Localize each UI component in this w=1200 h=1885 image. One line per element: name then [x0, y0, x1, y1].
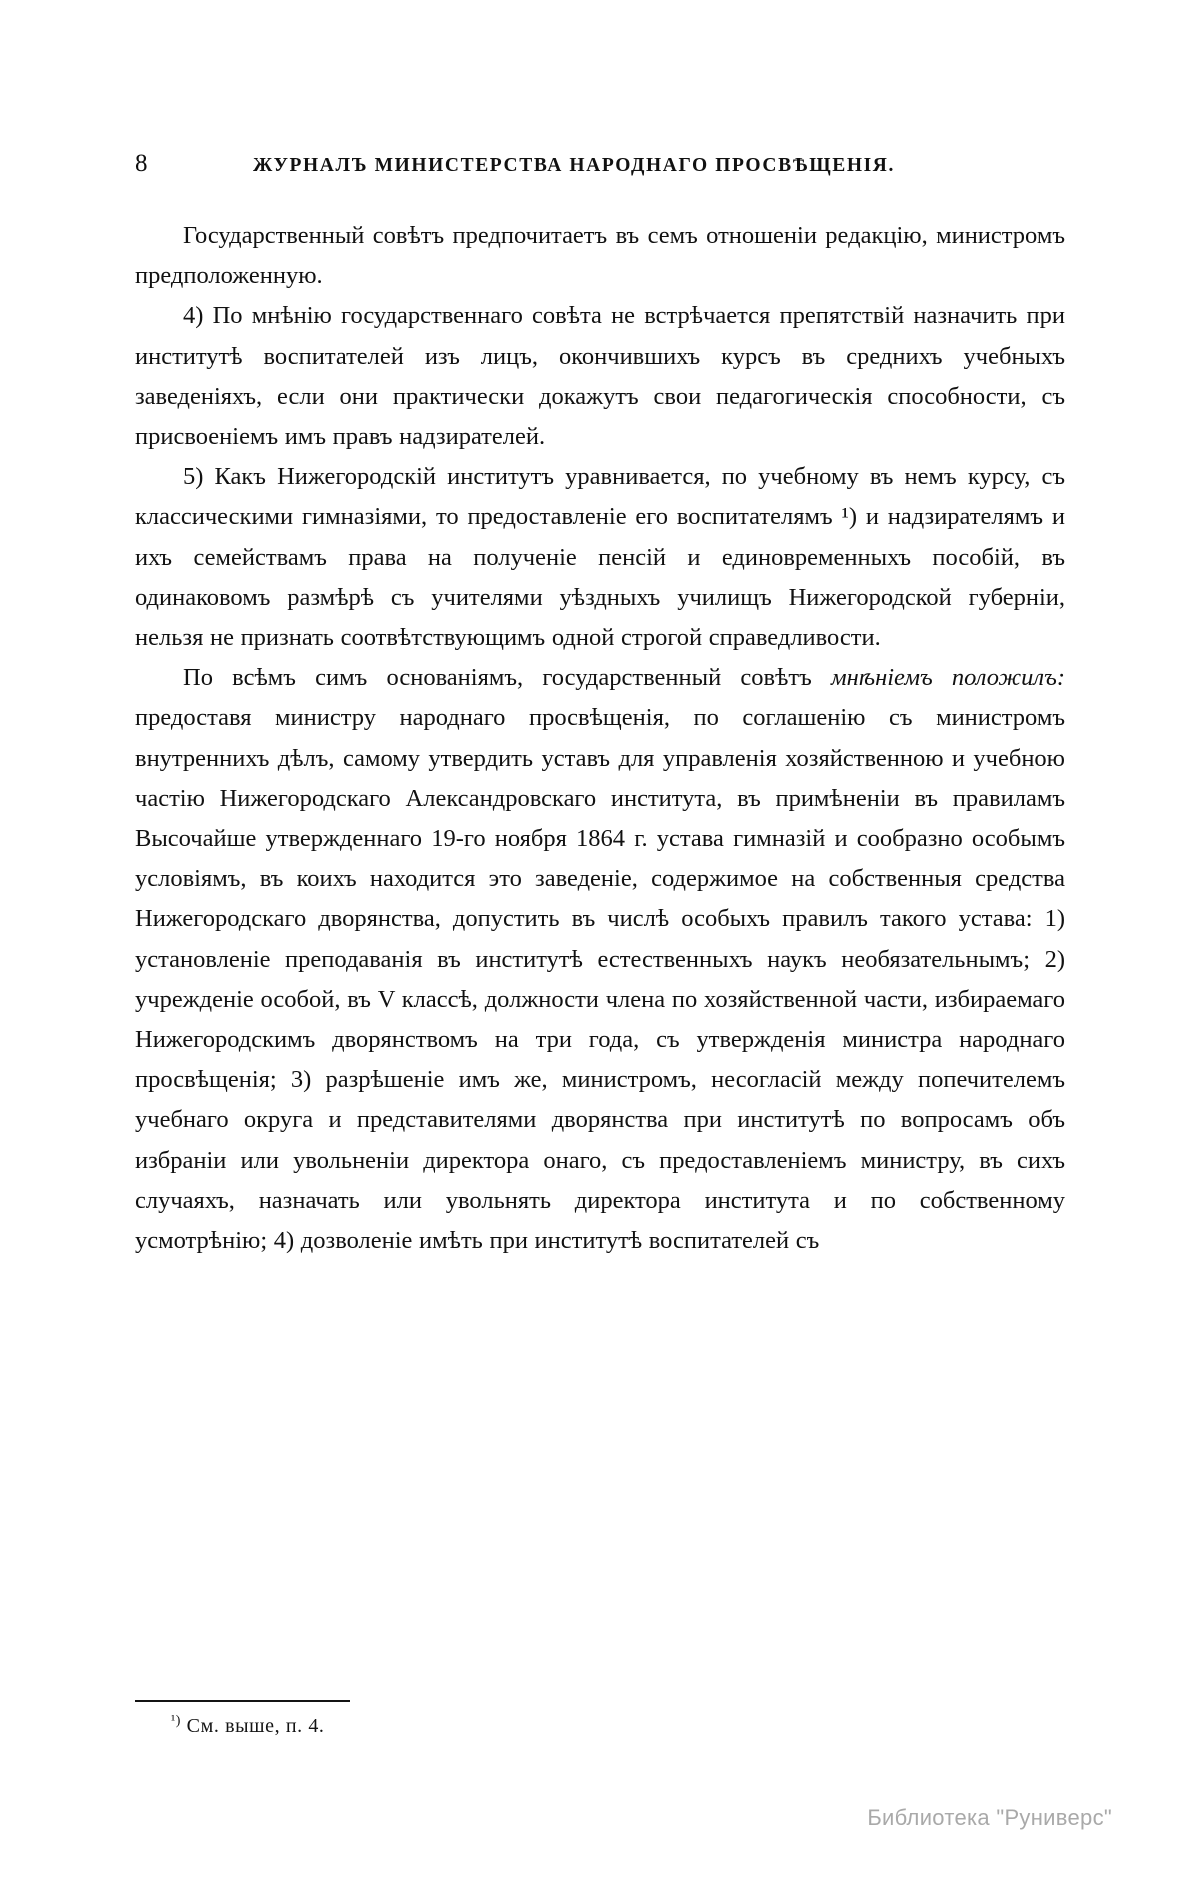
paragraph-2: 4) По мнѣнію государственнаго совѣта не встрѣчается препятствій назначить при институтѣ воспитателей изъ лицъ, окончившихъ курсъ въ среднихъ учебныхъ заведеніяхъ, если они практически докажутъ свои педагогическія способности, съ присвоеніемъ имъ правъ надзирателей.	[135, 302, 1065, 451]
running-head	[135, 150, 1065, 178]
footnote-entry	[135, 1712, 1065, 1740]
library-watermark: Библиотека "Руниверс"	[867, 1805, 1112, 1830]
paragraph-1: Государственный совѣтъ предпочитаетъ въ семъ отношеніи редакцію, министромъ предположенную.	[135, 222, 1065, 290]
paragraph-4-rest: предоставя министру народнаго просвѣщенія, по соглашенію съ министромъ внутреннихъ дѣлъ, самому утвердить уставъ для управленія хозяйственною и учебною частію Нижегородскаго Александровскаго института, въ примѣненіи въ правиламъ Высочайше утвержденнаго 19-го ноября 1864 г. устава гимназій и сообразно особымъ условіямъ, въ коихъ находится это заведеніе, содержимое на собственныя средства Нижегородскаго дворянства, допустить въ числѣ особыхъ правилъ такого устава: 1) установленіе преподаванія въ институтѣ естественныхъ наукъ необязательнымъ; 2) учрежденіе особой, въ V классѣ, должности члена по хозяйственной части, избираемаго Нижегородскимъ дворянствомъ на три года, съ утвержденія министра народнаго просвѣщенія; 3) разрѣшеніе имъ же, министромъ, несогласій между попечителемъ учебнаго округа и представителями дворянства при институтѣ по вопросамъ объ избраніи или увольненіи директора онаго, съ предоставленіемъ министру, въ сихъ случаяхъ, назначать или увольнять директора института и по собственному усмотрѣнію; 4) дозволеніе имѣть при институтѣ воспитателей съ	[135, 704, 1065, 1255]
page-number: 8	[135, 150, 148, 177]
page-content	[135, 150, 1065, 1261]
journal-title: ЖУРНАЛЪ МИНИСТЕРСТВА НАРОДНАГО ПРОСВѢЩЕНІЯ.	[253, 155, 895, 176]
footnote-area	[135, 1700, 1065, 1740]
footnote-text: См. выше, п. 4.	[186, 1715, 325, 1737]
footnote-marker: ¹)	[171, 1713, 182, 1729]
paragraph-4-italic-phrase: мнѣніемъ положилъ:	[830, 664, 1065, 692]
footnote-rule	[135, 1700, 350, 1702]
paragraph-4-lead: По всѣмъ симъ основаніямъ, государственный совѣтъ	[183, 664, 831, 692]
paragraph-4	[135, 658, 1065, 1261]
paragraph-3: 5) Какъ Нижегородскій институтъ уравнивается, по учебному въ немъ курсу, съ классическими гимназіями, то предоставленіе его воспитателямъ ¹) и надзирателямъ и ихъ семействамъ права на полученіе пенсій и единовременныхъ пособій, въ одинаковомъ размѣрѣ съ учителями уѣздныхъ училищъ Нижегородской губерніи, нельзя не признать соотвѣтствующимъ одной строгой справедливости.	[135, 463, 1065, 652]
